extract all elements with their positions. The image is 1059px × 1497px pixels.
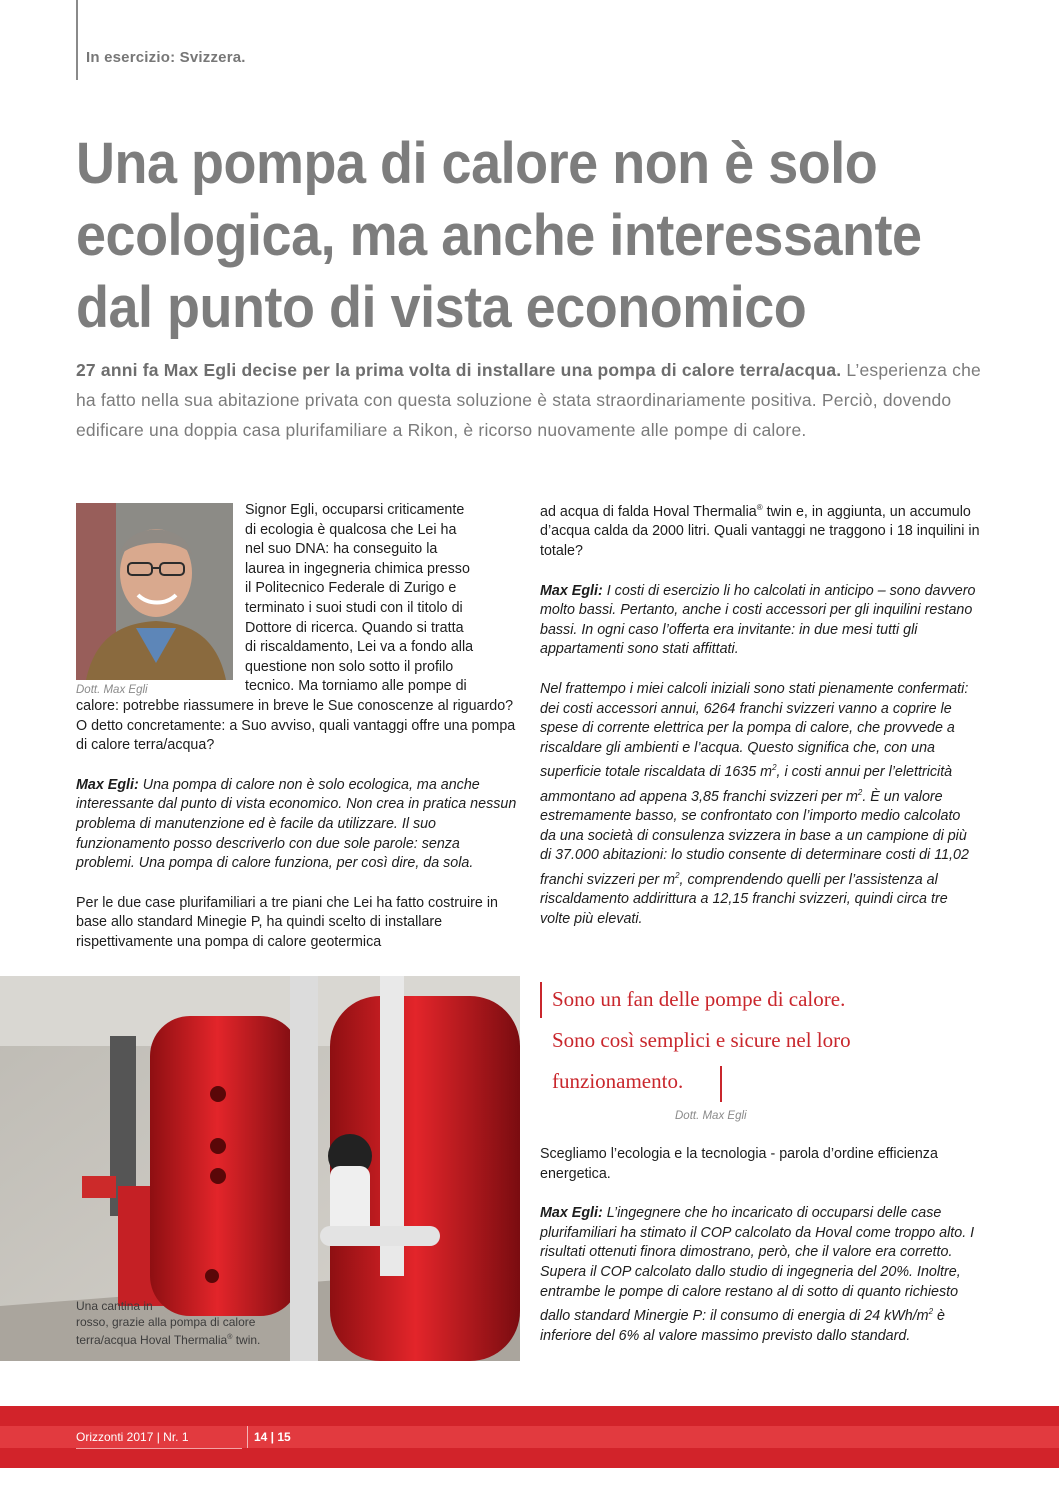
pull-quote — [540, 982, 1000, 1106]
a2b-part-3: . È un valore estremamente basso, se confrontato con l’importo medio calcolato da una società di consulenza svizzera in base a un campione di più di 37.000 abitazioni: lo studio consente di determinare costi di 11,02 franchi svizzeri per m — [540, 788, 969, 888]
quote-line-3: funzionamento. — [552, 1069, 684, 1093]
text-line: di ecologia è qualcosa che Lei ha — [245, 521, 457, 538]
photo-caption — [76, 1298, 260, 1348]
superscript-2: 2 — [772, 763, 777, 773]
page-numbers: 14 | 15 — [254, 1430, 291, 1444]
caption-line — [76, 1330, 260, 1348]
question-2: Per le due case plurifamiliari a tre piani che Lei ha fatto costruire in base allo standard Minegie P, ha quindi scelto di installare rispettivamente una pompa di calore geotermica — [76, 894, 498, 950]
registered-mark: ® — [227, 1334, 233, 1341]
intro-lead: 27 anni fa Max Egli decise per la prima volta di installare una pompa di calore terra/acqua. — [76, 360, 842, 380]
text-line: Dottore di ricerca. Quando si tratta — [245, 619, 464, 636]
section-rule — [76, 0, 78, 80]
quote-bar — [720, 1066, 722, 1102]
text-line: il Politecnico Federale di Zurigo e — [245, 580, 457, 597]
quote-line-1: Sono un fan delle pompe di calore. — [552, 987, 846, 1011]
speaker-name: Max Egli: — [540, 582, 603, 599]
text-line: terminato i suoi studi con il titolo di — [245, 599, 463, 616]
text-line: laurea in ingegneria chimica presso — [245, 560, 470, 577]
intro-text: L’esperienza che ha fatto nella sua abitazione privata con questa soluzione è stata straordinariamente positiva. Perciò, dovendo edificare una doppia casa plurifamiliare a Rikon, è ricorso nuovamente alle pompe di calore. — [76, 360, 981, 440]
footer-divider — [76, 1448, 242, 1449]
left-column — [76, 697, 522, 953]
answer-2 — [540, 582, 980, 660]
superscript-2: 2 — [675, 870, 680, 880]
question-1-rest: calore: potrebbe riassumere in breve le Sue conoscenze al riguardo? O detto concretamente: a Suo avviso, quali vantaggi offre una pompa di calore terra/acqua? — [76, 698, 516, 754]
superscript-2: 2 — [928, 1307, 934, 1317]
superscript-2: 2 — [857, 787, 863, 797]
right-lower-column — [540, 1145, 980, 1346]
text-line: tecnico. Ma torniamo alle pompe di — [245, 678, 467, 695]
quote-author: Dott. Max Egli — [675, 1110, 747, 1122]
caption-line: rosso, grazie alla pompa di calore — [76, 1315, 256, 1329]
text-line: Signor Egli, occuparsi criticamente — [245, 502, 465, 518]
question-3: Scegliamo l’ecologia e la tecnologia - parola d’ordine efficienza energetica. — [540, 1146, 938, 1182]
footer-magazine: Orizzonti 2017 | Nr. 1 — [76, 1430, 189, 1444]
answer-2-continued — [540, 680, 980, 929]
section-label: In esercizio: Svizzera. — [86, 49, 246, 66]
a2b-part-4: , comprendendo quelli per l’assistenza al riscaldamento addirittura a 12,15 franchi svizzeri, quindi circa tre volte più elevati. — [540, 871, 948, 927]
right-column — [540, 498, 980, 929]
text-line: questione non solo sotto il profilo — [245, 658, 454, 675]
portrait-photo — [76, 503, 233, 680]
answer-3 — [540, 1204, 980, 1346]
answer-1-text: Una pompa di calore non è solo ecologica, ma anche interessante dal punto di vista economico. Non crea in pratica nessun problema di manutenzione ed è facile da utilizzare. Il suo funzionamento posso descriverlo con due sole parole: senza problemi. Una pompa di calore funziona, per così dire, da sola. — [76, 776, 517, 872]
headline: Una pompa di calore non è solo ecologica, ma anche interessante dal punto di vista economico — [76, 131, 922, 340]
question-1-wrap — [245, 501, 535, 697]
a2b-part-1: Nel frattempo i miei calcoli iniziali sono stati pienamente confermati: dei costi accessori annui, 6264 franchi svizzeri vanno a coprire le spese di corrente elettrica per la pompa di calore, che provvede a riscaldare gli ambienti e l’acqua. Questo significa che, con una superficie totale riscaldata di 1635 m — [540, 680, 969, 781]
portrait-illustration — [76, 503, 233, 680]
q2-text-a: ad acqua di falda Hoval Thermalia — [540, 503, 757, 520]
quote-line-2: Sono così semplici e sicure nel loro — [552, 1028, 851, 1052]
footer-separator — [247, 1426, 248, 1448]
intro — [76, 355, 996, 445]
registered-mark: ® — [756, 503, 763, 512]
caption-text: twin. — [232, 1333, 261, 1347]
a3-part-2: è inferiore del 6% al valore massimo previsto dallo standard. — [540, 1307, 945, 1344]
a3-part-1: L’ingegnere che ho incaricato di occuparsi delle case plurifamiliari ha stimato il COP calcolato da Hoval come troppo alto. I risultati ottenuti finora dimostrano, però, che il valore era corretto. Supera il COP calcolato dallo studio di ingegneria del 20%. Inoltre, entrambe le pompe di calore restano al di sotto di quanto richiesto dallo standard Minergie P: il consumo di energia di 24 kWh/m — [540, 1205, 975, 1324]
quote-bar — [540, 982, 542, 1018]
question-2-continued — [540, 498, 980, 562]
text-line: di riscaldamento, Lei va a fondo alla — [245, 639, 474, 656]
caption-text: terra/acqua Hoval Thermalia — [76, 1333, 228, 1347]
speaker-name: Max Egli: — [540, 1205, 603, 1222]
answer-1 — [76, 776, 522, 874]
speaker-name: Max Egli: — [76, 776, 139, 793]
text-line: nel suo DNA: ha conseguito la — [245, 541, 438, 558]
q2-text-b: twin e, in aggiunta, un accumulo d’acqua calda da 2000 litri. Quali vantaggi ne traggono i 18 inquilini in totale? — [540, 503, 980, 559]
a2b-part-2: , i costi annui per l’elettricità ammontano ad appena 3,85 franchi svizzeri per m — [540, 764, 953, 805]
answer-2-text: I costi di esercizio li ho calcolati in anticipo – sono davvero molto bassi. Pertanto, anche i costi accessori per gli inquilini restano bassi. In ogni caso l’offerta era invitante: in due mesi tutti gli appartamenti sono stati affittati. — [540, 582, 976, 658]
caption-line: Una cantina in — [76, 1299, 153, 1313]
portrait-caption: Dott. Max Egli — [76, 684, 148, 696]
